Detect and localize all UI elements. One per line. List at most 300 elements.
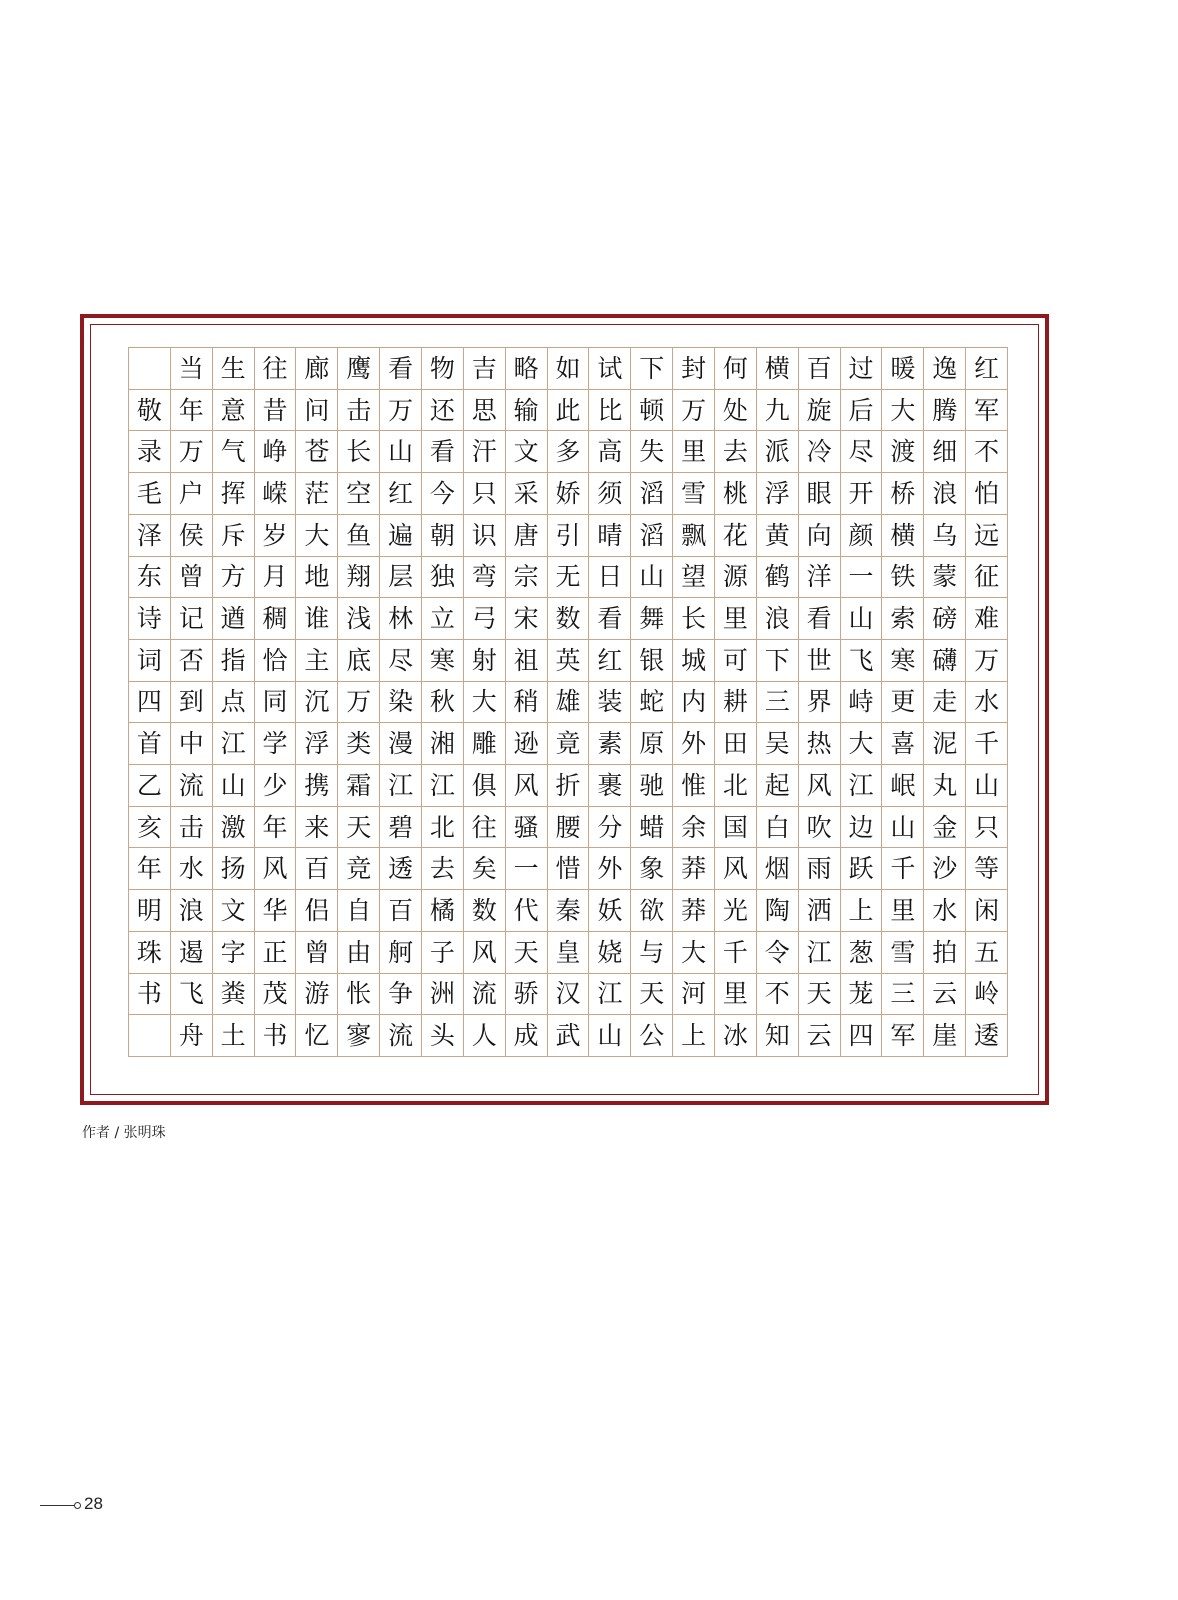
calligraphy-character: 雪 [681, 478, 707, 508]
calligraphy-character: 源 [722, 562, 748, 592]
grid-cell [548, 682, 590, 724]
grid-cell [631, 598, 673, 640]
grid-cell [255, 723, 297, 765]
calligraphy-character: 雪 [890, 937, 916, 967]
calligraphy-character: 骚 [513, 812, 539, 842]
grid-cell [213, 723, 255, 765]
grid-cell [589, 890, 631, 932]
calligraphy-character: 立 [429, 604, 455, 634]
calligraphy-character: 原 [639, 729, 665, 759]
grid-cell [129, 682, 171, 724]
calligraphy-character: 暖 [890, 353, 916, 383]
calligraphy-character: 飘 [681, 520, 707, 550]
calligraphy-character: 户 [178, 478, 204, 508]
calligraphy-character: 泽 [136, 520, 162, 550]
grid-cell [548, 473, 590, 515]
calligraphy-character: 独 [429, 562, 455, 592]
calligraphy-character: 磅 [932, 604, 958, 634]
calligraphy-character: 秋 [429, 687, 455, 717]
grid-cell [673, 848, 715, 890]
calligraphy-character: 只 [471, 478, 497, 508]
grid-cell [506, 431, 548, 473]
calligraphy-character: 黄 [764, 520, 790, 550]
calligraphy-character: 遍 [388, 520, 414, 550]
calligraphy-character: 洲 [429, 979, 455, 1009]
calligraphy-character: 学 [262, 729, 288, 759]
grid-cell [464, 723, 506, 765]
grid-cell [673, 765, 715, 807]
calligraphy-character: 天 [346, 812, 372, 842]
grid-cell [422, 390, 464, 432]
grid-cell [338, 473, 380, 515]
grid-cell [171, 598, 213, 640]
calligraphy-character: 外 [681, 729, 707, 759]
calligraphy-character: 书 [262, 1021, 288, 1051]
grid-cell [548, 765, 590, 807]
grid-cell [380, 974, 422, 1016]
calligraphy-character: 铁 [890, 562, 916, 592]
grid-cell [548, 1015, 590, 1057]
grid-cell [422, 640, 464, 682]
calligraphy-character: 看 [388, 353, 414, 383]
grid-cell [882, 515, 924, 557]
calligraphy-character: 自 [346, 896, 372, 926]
grid-cell [841, 890, 883, 932]
grid-cell [171, 431, 213, 473]
calligraphy-character: 百 [388, 896, 414, 926]
grid-cell [255, 557, 297, 599]
grid-cell [171, 348, 213, 390]
calligraphy-character: 起 [764, 770, 790, 800]
calligraphy-character: 百 [806, 353, 832, 383]
grid-cell [171, 557, 213, 599]
calligraphy-character: 毛 [136, 478, 162, 508]
grid-cell [464, 1015, 506, 1057]
calligraphy-character: 飞 [848, 645, 874, 675]
grid-cell [589, 390, 631, 432]
grid-cell [966, 598, 1008, 640]
grid-cell [673, 348, 715, 390]
grid-cell [631, 682, 673, 724]
calligraphy-character: 人 [471, 1021, 497, 1051]
calligraphy-character: 内 [681, 687, 707, 717]
grid-cell [757, 932, 799, 974]
calligraphy-character: 染 [388, 687, 414, 717]
calligraphy-character: 余 [681, 812, 707, 842]
calligraphy-character: 滔 [639, 478, 665, 508]
calligraphy-character: 书 [136, 979, 162, 1009]
calligraphy-character: 岭 [974, 979, 1000, 1009]
grid-cell [715, 974, 757, 1016]
grid-cell [966, 932, 1008, 974]
grid-cell [296, 890, 338, 932]
grid-cell [255, 473, 297, 515]
calligraphy-character: 上 [848, 896, 874, 926]
grid-cell [757, 557, 799, 599]
grid-cell [171, 807, 213, 849]
grid-cell [171, 974, 213, 1016]
calligraphy-character: 字 [220, 937, 246, 967]
grid-cell [213, 682, 255, 724]
calligraphy-character: 白 [764, 812, 790, 842]
calligraphy-character: 多 [555, 437, 581, 467]
grid-cell [338, 932, 380, 974]
calligraphy-character: 寒 [429, 645, 455, 675]
calligraphy-character: 日 [597, 562, 623, 592]
calligraphy-character: 采 [513, 478, 539, 508]
calligraphy-character: 秦 [555, 896, 581, 926]
calligraphy-character: 地 [304, 562, 330, 592]
grid-cell [589, 640, 631, 682]
calligraphy-character: 比 [597, 395, 623, 425]
calligraphy-character: 曾 [178, 562, 204, 592]
grid-cell [589, 723, 631, 765]
grid-cell [506, 473, 548, 515]
calligraphy-character: 山 [848, 604, 874, 634]
grid-cell [715, 682, 757, 724]
grid-cell [422, 682, 464, 724]
calligraphy-character: 看 [429, 437, 455, 467]
grid-cell [966, 473, 1008, 515]
grid-cell [464, 807, 506, 849]
calligraphy-character: 翔 [346, 562, 372, 592]
calligraphy-character: 逶 [974, 1021, 1000, 1051]
grid-cell [422, 1015, 464, 1057]
grid-cell [213, 431, 255, 473]
grid-cell [213, 598, 255, 640]
calligraphy-character: 里 [890, 896, 916, 926]
grid-cell [841, 348, 883, 390]
grid-cell [799, 807, 841, 849]
calligraphy-character: 识 [471, 520, 497, 550]
calligraphy-character: 开 [848, 478, 874, 508]
calligraphy-character: 不 [764, 979, 790, 1009]
calligraphy-character: 令 [764, 937, 790, 967]
grid-cell [882, 598, 924, 640]
calligraphy-character: 北 [722, 770, 748, 800]
calligraphy-character: 大 [471, 687, 497, 717]
grid-cell [882, 848, 924, 890]
grid-cell [213, 515, 255, 557]
grid-cell [171, 473, 213, 515]
calligraphy-character: 年 [136, 854, 162, 884]
grid-cell [757, 890, 799, 932]
calligraphy-character: 意 [220, 395, 246, 425]
grid-cell [589, 765, 631, 807]
calligraphy-character: 流 [388, 1021, 414, 1051]
grid-cell [799, 431, 841, 473]
calligraphy-character: 处 [722, 395, 748, 425]
grid-cell [506, 598, 548, 640]
grid-cell [464, 765, 506, 807]
calligraphy-character: 漫 [388, 729, 414, 759]
calligraphy-character: 茫 [304, 478, 330, 508]
grid-cell [129, 640, 171, 682]
grid-cell [841, 1015, 883, 1057]
grid-cell [296, 515, 338, 557]
grid-cell [380, 890, 422, 932]
calligraphy-character: 记 [178, 604, 204, 634]
calligraphy-character: 千 [974, 729, 1000, 759]
grid-cell [548, 890, 590, 932]
calligraphy-character: 流 [178, 770, 204, 800]
calligraphy-character: 眼 [806, 478, 832, 508]
calligraphy-character: 天 [806, 979, 832, 1009]
calligraphy-character: 当 [178, 353, 204, 383]
calligraphy-character: 物 [429, 353, 455, 383]
calligraphy-character: 亥 [136, 812, 162, 842]
grid-cell [506, 890, 548, 932]
grid-cell [757, 598, 799, 640]
calligraphy-character: 输 [513, 395, 539, 425]
grid-cell [799, 640, 841, 682]
grid-cell [129, 890, 171, 932]
calligraphy-character: 里 [681, 437, 707, 467]
grid-cell [213, 807, 255, 849]
grid-cell [129, 1015, 171, 1057]
grid-cell [422, 807, 464, 849]
grid-cell [589, 473, 631, 515]
calligraphy-character: 风 [471, 937, 497, 967]
calligraphy-character: 喜 [890, 729, 916, 759]
calligraphy-character: 汉 [555, 979, 581, 1009]
calligraphy-character: 东 [136, 562, 162, 592]
calligraphy-character: 唐 [513, 520, 539, 550]
calligraphy-character: 浅 [346, 604, 372, 634]
calligraphy-character: 试 [597, 353, 623, 383]
calligraphy-character: 茂 [262, 979, 288, 1009]
grid-cell [422, 932, 464, 974]
calligraphy-character: 云 [932, 979, 958, 1009]
grid-cell [338, 598, 380, 640]
calligraphy-character: 尽 [848, 437, 874, 467]
calligraphy-character: 银 [639, 645, 665, 675]
calligraphy-character: 山 [974, 770, 1000, 800]
footer-circle-icon [74, 1502, 81, 1509]
grid-cell [882, 682, 924, 724]
calligraphy-character: 遒 [220, 604, 246, 634]
calligraphy-character: 长 [681, 604, 707, 634]
grid-cell [171, 1015, 213, 1057]
grid-cell [296, 682, 338, 724]
calligraphy-character: 军 [974, 395, 1000, 425]
grid-cell [548, 515, 590, 557]
grid-cell [924, 1015, 966, 1057]
grid-cell [966, 348, 1008, 390]
calligraphy-character: 水 [178, 854, 204, 884]
grid-cell [924, 515, 966, 557]
grid-cell [129, 723, 171, 765]
grid-cell [129, 431, 171, 473]
grid-cell [464, 473, 506, 515]
grid-cell [924, 473, 966, 515]
calligraphy-character: 江 [388, 770, 414, 800]
grid-cell [841, 473, 883, 515]
grid-cell [966, 640, 1008, 682]
grid-cell [213, 932, 255, 974]
grid-cell [129, 515, 171, 557]
calligraphy-character: 大 [890, 395, 916, 425]
calligraphy-character: 风 [513, 770, 539, 800]
grid-cell [715, 557, 757, 599]
grid-cell [296, 473, 338, 515]
grid-cell [548, 431, 590, 473]
calligraphy-character: 廊 [304, 353, 330, 383]
calligraphy-character: 可 [722, 645, 748, 675]
calligraphy-character: 水 [932, 896, 958, 926]
grid-cell [464, 557, 506, 599]
calligraphy-character: 俱 [471, 770, 497, 800]
grid-cell [882, 473, 924, 515]
grid-cell [924, 390, 966, 432]
grid-cell [506, 348, 548, 390]
grid-cell [589, 848, 631, 890]
grid-cell [255, 1015, 297, 1057]
calligraphy-character: 嵘 [262, 478, 288, 508]
grid-cell [548, 807, 590, 849]
calligraphy-character: 山 [388, 437, 414, 467]
calligraphy-character: 文 [220, 896, 246, 926]
grid-cell [924, 765, 966, 807]
calligraphy-character: 尽 [388, 645, 414, 675]
calligraphy-character: 欲 [639, 896, 665, 926]
grid-cell [757, 848, 799, 890]
calligraphy-character: 竟 [555, 729, 581, 759]
grid-cell [338, 515, 380, 557]
calligraphy-character: 看 [597, 604, 623, 634]
calligraphy-character: 万 [346, 687, 372, 717]
calligraphy-character: 驰 [639, 770, 665, 800]
calligraphy-character: 细 [932, 437, 958, 467]
grid-cell [673, 807, 715, 849]
grid-cell [673, 515, 715, 557]
calligraphy-character: 挥 [220, 478, 246, 508]
grid-cell [296, 390, 338, 432]
grid-cell [464, 598, 506, 640]
calligraphy-character: 头 [429, 1021, 455, 1051]
calligraphy-character: 侯 [178, 520, 204, 550]
grid-cell [296, 974, 338, 1016]
calligraphy-character: 只 [974, 812, 1000, 842]
calligraphy-character: 葱 [848, 937, 874, 967]
grid-cell [129, 848, 171, 890]
calligraphy-character: 问 [304, 395, 330, 425]
calligraphy-character: 到 [178, 687, 204, 717]
grid-cell [799, 890, 841, 932]
grid-cell [213, 890, 255, 932]
calligraphy-character: 看 [806, 604, 832, 634]
calligraphy-character: 还 [429, 395, 455, 425]
calligraphy-character: 风 [262, 854, 288, 884]
calligraphy-character: 里 [722, 604, 748, 634]
grid-cell [255, 974, 297, 1016]
calligraphy-character: 红 [388, 478, 414, 508]
calligraphy-character: 昔 [262, 395, 288, 425]
calligraphy-character: 岷 [890, 770, 916, 800]
calligraphy-character: 后 [848, 395, 874, 425]
grid-cell [631, 390, 673, 432]
calligraphy-character: 惜 [555, 854, 581, 884]
grid-cell [966, 807, 1008, 849]
grid-cell [966, 974, 1008, 1016]
grid-cell [506, 807, 548, 849]
grid-cell [882, 348, 924, 390]
grid-cell [296, 932, 338, 974]
calligraphy-character: 装 [597, 687, 623, 717]
grid-cell [841, 723, 883, 765]
grid-cell [464, 890, 506, 932]
calligraphy-character: 霜 [346, 770, 372, 800]
calligraphy-character: 界 [806, 687, 832, 717]
calligraphy-character: 礴 [932, 645, 958, 675]
grid-cell [255, 390, 297, 432]
calligraphy-character: 江 [848, 770, 874, 800]
grid-cell [380, 598, 422, 640]
calligraphy-character: 失 [639, 437, 665, 467]
calligraphy-character: 与 [639, 937, 665, 967]
calligraphy-character: 等 [974, 854, 1000, 884]
grid-cell [422, 723, 464, 765]
calligraphy-character: 望 [681, 562, 707, 592]
calligraphy-character: 蒙 [932, 562, 958, 592]
grid-cell [589, 515, 631, 557]
grid-cell [464, 431, 506, 473]
grid-cell [631, 640, 673, 682]
grid-cell [631, 431, 673, 473]
grid-cell [924, 848, 966, 890]
calligraphy-character: 向 [806, 520, 832, 550]
grid-cell [255, 807, 297, 849]
grid-cell [589, 682, 631, 724]
calligraphy-character: 鹰 [346, 353, 372, 383]
calligraphy-character: 怅 [346, 979, 372, 1009]
calligraphy-character: 雨 [806, 854, 832, 884]
grid-cell [924, 557, 966, 599]
grid-cell [966, 1015, 1008, 1057]
grid-cell [673, 557, 715, 599]
calligraphy-character: 皇 [555, 937, 581, 967]
calligraphy-character: 上 [681, 1021, 707, 1051]
calligraphy-character: 敬 [136, 395, 162, 425]
calligraphy-character: 略 [513, 353, 539, 383]
calligraphy-character: 中 [178, 729, 204, 759]
grid-cell [757, 640, 799, 682]
calligraphy-character: 生 [220, 353, 246, 383]
calligraphy-character: 五 [974, 937, 1000, 967]
author-caption: 作者 / 张明珠 [82, 1125, 166, 1141]
calligraphy-character: 一 [848, 562, 874, 592]
calligraphy-character: 高 [597, 437, 623, 467]
grid-cell [799, 765, 841, 807]
grid-cell [799, 723, 841, 765]
calligraphy-character: 莽 [681, 854, 707, 884]
grid-cell [213, 473, 255, 515]
calligraphy-character: 类 [346, 729, 372, 759]
grid-cell [924, 598, 966, 640]
calligraphy-character: 惟 [681, 770, 707, 800]
grid-cell [841, 848, 883, 890]
grid-cell [757, 974, 799, 1016]
calligraphy-character: 弓 [471, 604, 497, 634]
grid-cell [757, 390, 799, 432]
grid-cell [338, 1015, 380, 1057]
calligraphy-character: 数 [471, 896, 497, 926]
calligraphy-character: 岁 [262, 520, 288, 550]
grid-cell [548, 932, 590, 974]
grid-cell [506, 1015, 548, 1057]
grid-cell [380, 431, 422, 473]
grid-cell [255, 848, 297, 890]
